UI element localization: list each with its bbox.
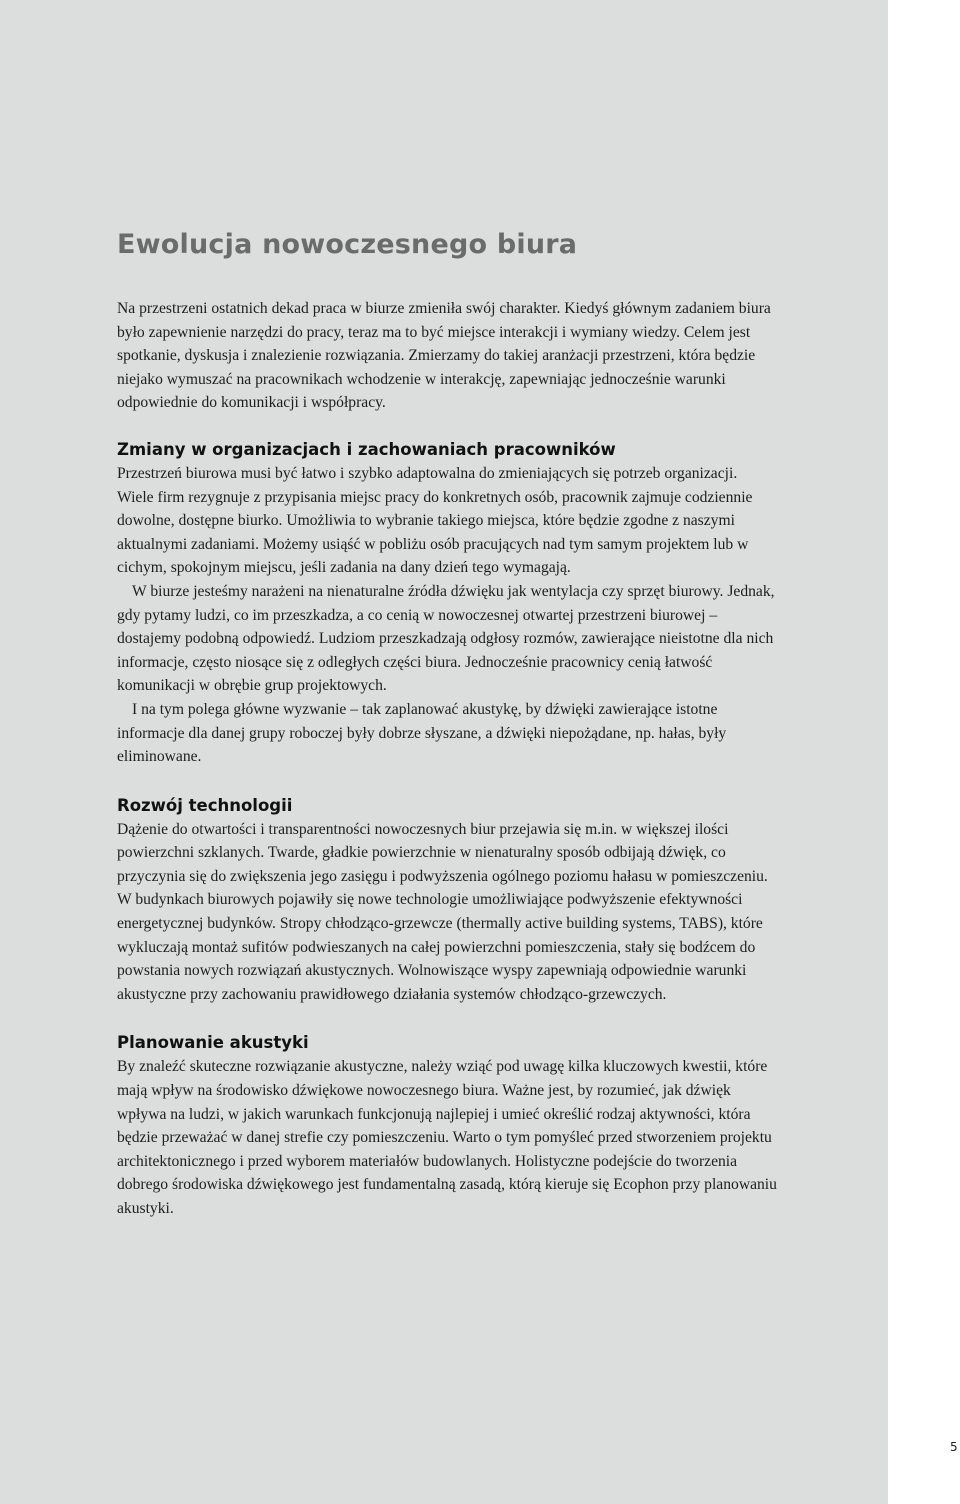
section-organizational-changes <box>117 438 777 769</box>
section-paragraph: I na tym polega główne wyzwanie – tak zaplanować akustykę, by dźwięki zawierające istotne informacje dla danej grupy roboczej były dobrze słyszane, a dźwięki niepożądane, np. hałas, były eliminowane. <box>117 700 727 766</box>
section-paragraph: W biurze jesteśmy narażeni na nienaturalne źródła dźwięku jak wentylacja czy sprzęt biurowy. Jednak, gdy pytamy ludzi, co im przeszkadza, a co cenią w nowoczesnej otwartej przestrzeni biurowej – dostajemy podobną odpowiedź. Ludziom przeszkadzają odgłosy rozmów, zawierające nieistotne dla nich informacje, często niosące się z odległych części biura. Jednocześnie pracownicy cenią łatwość komunikacji w obrębie grup projektowych. <box>117 582 775 695</box>
article-content <box>117 226 777 1221</box>
section-paragraph: Dążenie do otwartości i transparentności nowoczesnych biur przejawia się m.in. w większej ilości powierzchni szklanych. Twarde, gładkie powierzchnie w nienaturalny sposób odbijają dźwięk, co przyczynia się do zwiększenia jego zasięgu i podwyższenia ogólnego poziomu hałasu w pomieszczeniu. W budynkach biurowych pojawiły się nowe technologie umożliwiające podwyższenie efektywności energetycznej budynków. Stropy chłodząco-grzewcze (thermally active building systems, TABS), które wykluczają montaż sufitów podwieszanych na całej powierzchni pomieszczenia, stały się bodźcem do powstania nowych rozwiązań akustycznych. Wolnowiszące wyspy zapewniają odpowiednie warunki akustyczne przy zachowaniu prawidłowego działania systemów chłodząco-grzewczych. <box>117 820 768 1003</box>
section-heading: Zmiany w organizacjach i zachowaniach pracowników <box>117 439 616 459</box>
section-heading: Rozwój technologii <box>117 795 293 815</box>
intro-paragraph: Na przestrzeni ostatnich dekad praca w biurze zmieniła swój charakter. Kiedyś głównym zadaniem biura było zapewnienie narzędzi do pracy, teraz ma to być miejsce interakcji i wymiany wiedzy. Celem jest spotkanie, dyskusja i znalezienie rozwiązania. Zmierzamy do takiej aranżacji przestrzeni, która będzie niejako wymuszać na pracownikach wchodzenie w interakcję, zapewniając jednocześnie warunki odpowiednie do komunikacji i współpracy. <box>117 300 771 412</box>
section-paragraph: Przestrzeń biurowa musi być łatwo i szybko adaptowalna do zmieniających się potrzeb organizacji. Wiele firm rezygnuje z przypisania miejsc pracy do konkretnych osób, pracownik zajmuje codziennie dowolne, dostępne biurko. Umożliwia to wybranie takiego miejsca, które będzie zgodne z naszymi aktualnymi zadaniami. Możemy usiąść w pobliżu osób pracujących nad tym samym projektem lub w cichym, spokojnym miejscu, jeśli zadania na dany dzień tego wymagają. <box>117 464 753 577</box>
page-title: Ewolucja nowoczesnego biura <box>117 229 578 260</box>
section-acoustic-planning <box>117 1031 777 1220</box>
section-technology <box>117 794 777 1007</box>
page-number: 5 <box>950 1440 958 1454</box>
section-heading: Planowanie akustyki <box>117 1033 309 1053</box>
section-paragraph: By znaleźć skuteczne rozwiązanie akustyczne, należy wziąć pod uwagę kilka kluczowych kwestii, które mają wpływ na środowisko dźwiękowe nowoczesnego biura. Ważne jest, by rozumieć, jak dźwięk wpływa na ludzi, w jakich warunkach funkcjonują najlepiej i umieć określić rodzaj aktywności, która będzie przeważać w danej strefie czy pomieszczeniu. Warto o tym pomyśleć przed stworzeniem projektu architektonicznego i przed wyborem materiałów budowlanych. Holistyczne podejście do tworzenia dobrego środowiska dźwiękowego jest fundamentalną zasadą, którą kieruje się Ecophon przy planowaniu akustyki. <box>117 1058 777 1217</box>
